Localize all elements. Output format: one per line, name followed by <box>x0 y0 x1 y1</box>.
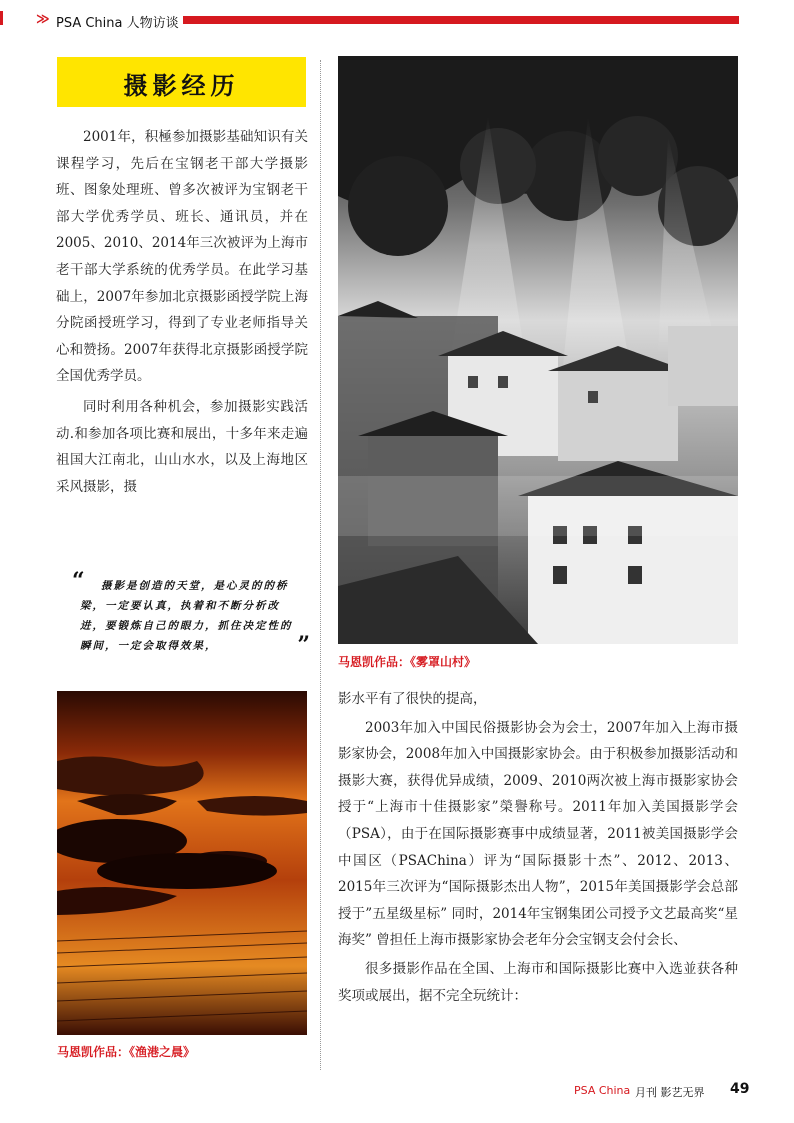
section-heading: 摄影经历 <box>123 72 240 100</box>
page-header <box>0 0 794 34</box>
header-title: PSA China 人物访谈 <box>56 16 179 31</box>
village-photo <box>338 56 738 644</box>
header-red-tab <box>0 11 3 25</box>
quote-close-mark: ” <box>297 632 310 658</box>
village-photo-caption: 马恩凯作品：《雾罩山村》 <box>338 655 477 669</box>
footer-subtitle: 月刊 影艺无界 <box>635 1086 705 1099</box>
right-paragraph-continued: 影水平有了很快的提高， <box>338 691 487 707</box>
left-paragraph-2: 同时利用各种机会，参加摄影实践活动.和参加各项比赛和展出，十多年来走遍祖国大江南北，山山水水，以及上海地区采风摄影，摄 <box>56 398 308 495</box>
quote-open-mark: “ <box>72 568 85 594</box>
column-divider <box>320 60 321 1070</box>
quote-text: 摄影是创造的天堂，是心灵的的桥梁，一定要认真，执着和不断分析改进，要锻炼自己的眼力，抓住决定性的瞬间，一定会取得效果， <box>80 580 293 652</box>
pull-quote <box>64 568 310 658</box>
right-paragraph-2: 2003年加入中国民俗摄影协会为会士，2007年加入上海市摄影家协会，2008年加入中国摄影家协会。由于积极参加摄影活动和摄影大赛，获得优异成绩，2009、2010两次被上海市摄影家协会授于“上海市十佳摄影家”榮譽称号。2011年加入美国摄影学会（PSA），由于在国际摄影赛事中成绩显著，2011被美国摄影学会中国区（PSAChina）评为“国际摄影十杰”、2012、2013、2015年三次评为“国际摄影杰出人物”，2015年美国摄影学会总部授于”五星级星标” 同时，2014年宝钢集团公司授予文艺最高奖“星海奖” 曾担任上海市摄影家协会老年分会宝钢支会付会长、 <box>338 719 738 949</box>
left-column <box>56 124 308 504</box>
right-column <box>338 686 738 1011</box>
double-chevron-icon: ≫ <box>36 12 48 27</box>
footer-brand: PSA China <box>574 1084 631 1097</box>
page-footer <box>560 1082 760 1100</box>
left-paragraph-1: 2001年，积極参加摄影基础知识有关课程学习，先后在宝钢老干部大学摄影班、图象处理班、曾多次被评为宝钢老干部大学优秀学员、班长、通讯员，并在2005、2010、2014年三次被评为上海市老干部大学系统的优秀学员。在此学习基础上，2007年参加北京摄影函授学院上海分院函授班学习，得到了专业老师指导关心和赞扬。2007年获得北京摄影函授学院全国优秀学员。 <box>56 129 308 385</box>
right-paragraph-3: 很多摄影作品在全国、上海市和国际摄影比赛中入选並获各种奖项或展出，据不完全玩统计： <box>338 960 738 1004</box>
section-heading-box <box>57 57 306 107</box>
header-red-bar <box>183 16 739 24</box>
harbor-photo-caption: 马恩凯作品：《渔港之晨》 <box>57 1045 196 1059</box>
page-number: 49 <box>730 1081 750 1097</box>
harbor-photo <box>57 691 307 1035</box>
